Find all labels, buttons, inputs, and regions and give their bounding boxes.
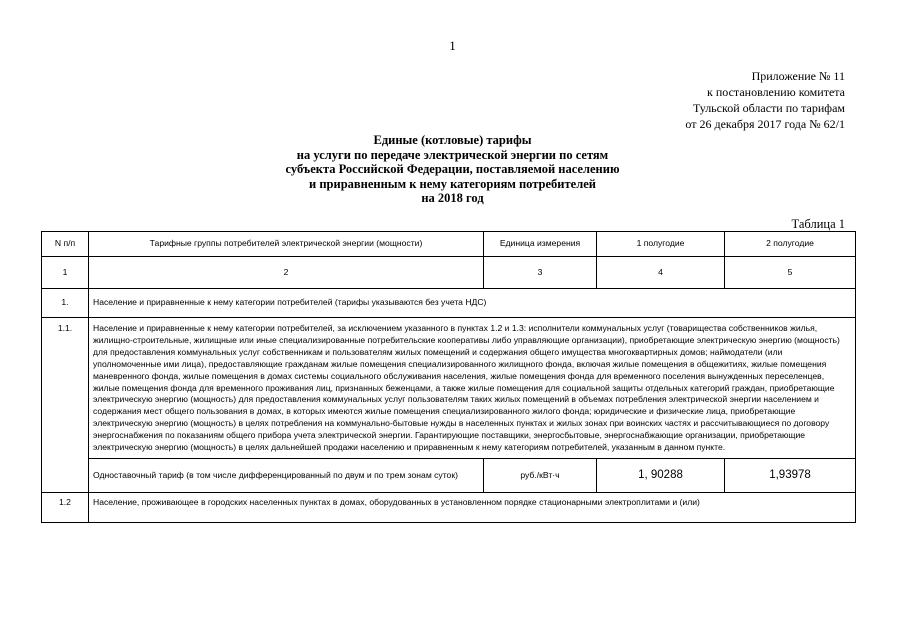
document-title [0, 133, 905, 206]
appendix-title: Приложение № 11 [751, 69, 845, 83]
second-half-value: 1,93978 [725, 458, 856, 492]
row-description: Население и приравненные к нему категории потребителей, за исключением указанного в пунктах 1.2 и 1.3: исполнители коммунальных услуг (товарищества собственников жилья, жилищно-строительные, жилищные или иные специализированные потребительские кооперативы либо управляющие организации), приобретающие электрическую энергию (мощность) для предоставления коммунальных услуг собственникам и пользователям жилых помещений и содержания общего имущества многоквартирных домов; наймодатели (или уполномоченные ими лица), предоставляющие гражданам жилые помещения специализированного жилищного фонда, включая жилые помещения в общежитиях, жилые помещения маневренного фонда, жилые помещения в домах системы социального обслуживания населения, жилые помещения фонда для временного поселения вынужденных переселенцев, жилые помещения фонда для временного проживания лиц, признанных беженцами, а также жилые помещения для социальной защиты отдельных категорий граждан, приобретающие электрическую энергию (мощность) для предоставления коммунальных услуг пользователям таких жилых помещений в объемах потребления электрической энергии населением и содержания мест общего пользования в домах, в которых имеются жилые помещения специализированного жилого фонда; юридические и физические лица, приобретающие электрическую энергию (мощность) в целях потребления на коммунально-бытовые нужды в населенных пунктах и жилых зонах при воинских частях и рассчитывающиеся по договору энергоснабжения по показаниям общего прибора учета электрической энергии. Гарантирующие поставщики, энергосбытовые, энергоснабжающие организации, приобретающие электрическую энергию (мощность) в целях дальнейшей продажи населению и приравненным к нему категориям потребителей, указанным в данном пункте. [89, 318, 856, 459]
table-row [42, 492, 856, 522]
row-index: 1.2 [42, 492, 89, 522]
table-row [42, 318, 856, 459]
title-line: и приравненным к нему категориям потребителей [309, 176, 596, 191]
header-cell: 2 полугодие [725, 232, 856, 257]
column-number-cell: 4 [597, 257, 725, 289]
unit-cell: руб./кВт·ч [484, 458, 597, 492]
page-number: 1 [449, 38, 456, 53]
appendix-date: от 26 декабря 2017 года № 62/1 [685, 117, 845, 131]
row-text: Население, проживающее в городских населенных пунктах в домах, оборудованных в установленном порядке стационарными электроплитами и (или) [89, 492, 856, 522]
title-line: на 2018 год [421, 191, 484, 205]
table-row [42, 289, 856, 318]
first-half-value: 1, 90288 [597, 458, 725, 492]
appendix-block [685, 68, 845, 132]
title-line: субъекта Российской Федерации, поставляемой населению [285, 162, 620, 176]
header-cell: N п/п [42, 232, 89, 257]
column-number-cell: 5 [725, 257, 856, 289]
tariff-name-cell: Одноставочный тариф (в том числе дифференцированный по двум и по трем зонам суток) [89, 458, 484, 492]
row-index: 1.1. [42, 318, 89, 493]
column-number-cell: 1 [42, 257, 89, 289]
header-cell: Тарифные группы потребителей электрической энергии (мощности) [89, 232, 484, 257]
row-index: 1. [42, 289, 89, 318]
table-header-row [42, 232, 856, 257]
header-cell: 1 полугодие [597, 232, 725, 257]
table-label: Таблица 1 [791, 217, 845, 231]
tariff-table [41, 231, 856, 523]
column-number-row [42, 257, 856, 289]
title-line: на услуги по передаче электрической энергии по сетям [296, 147, 609, 162]
appendix-committee: Тульской области по тарифам [692, 101, 845, 115]
header-cell: Единица измерения [484, 232, 597, 257]
table-row [42, 458, 856, 492]
column-number-cell: 3 [484, 257, 597, 289]
row-text: Население и приравненные к нему категории потребителей (тарифы указываются без учета НДС) [89, 289, 856, 318]
title-line: Единые (котловые) тарифы [373, 133, 532, 147]
appendix-resolution: к постановлению комитета [707, 85, 845, 99]
column-number-cell: 2 [89, 257, 484, 289]
